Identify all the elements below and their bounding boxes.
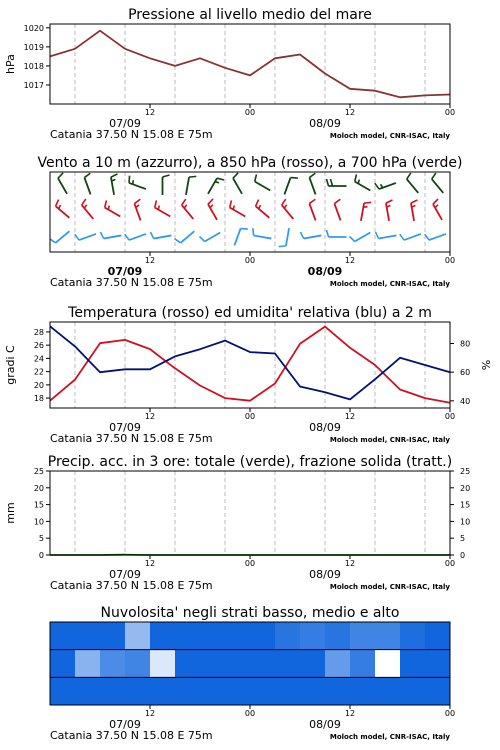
barb-feather <box>56 200 59 207</box>
cloud-cell-medio <box>400 650 426 678</box>
location-label: Catania 37.50 N 15.08 E 75m <box>50 276 213 289</box>
barb-feather <box>58 173 63 178</box>
barb-shaft <box>284 178 290 195</box>
date-label: 08/09 <box>309 421 341 434</box>
cloud-cell-alto <box>175 622 201 650</box>
cloud-cell-basso <box>250 677 276 705</box>
cloud-cell-alto <box>200 622 226 650</box>
barb-shaft <box>104 235 122 238</box>
location-label: Catania 37.50 N 15.08 E 75m <box>50 432 213 445</box>
barb-feather <box>400 234 404 240</box>
panel-title: Vento a 10 m (azzurro), a 850 hPa (rosso), a 700 hPa (verde) <box>37 155 463 171</box>
barb-feather <box>255 174 257 181</box>
barb-half-feather <box>59 205 61 209</box>
barb-feather <box>327 179 329 186</box>
credit-label: Moloch model, CNR-ISAC, Italy <box>329 436 450 444</box>
wind-barb-10m <box>199 233 220 242</box>
barb-shaft <box>429 234 446 240</box>
wind-barb-10m <box>300 232 321 239</box>
y-tick-label-right: 10 <box>460 517 471 527</box>
y-tick-label: 10 <box>33 517 44 527</box>
barb-shaft <box>256 206 270 218</box>
panel-title: Temperatura (rosso) ed umidita' relativa (blu) a 2 m <box>68 305 432 321</box>
panel-title: Precip. acc. in 3 ore: totale (verde), frazione solida (tratt.) <box>47 454 453 470</box>
barb-shaft <box>254 235 272 238</box>
cloud-cell-alto <box>350 622 376 650</box>
cloud-cell-medio <box>175 650 201 678</box>
barb-feather <box>331 179 333 186</box>
barb-feather <box>279 246 286 247</box>
wind-barb-850 <box>334 199 340 220</box>
y-axis-label: % <box>480 359 493 371</box>
wind-barb-10m <box>125 234 146 240</box>
barb-feather <box>309 199 315 203</box>
cloud-cell-medio <box>200 650 226 678</box>
barb-half-feather <box>358 180 359 184</box>
wind-barb-850 <box>155 200 171 216</box>
cloud-cell-alto <box>75 622 101 650</box>
barb-shaft <box>379 235 397 238</box>
barb-shaft <box>58 178 67 194</box>
barb-half-feather <box>380 184 382 187</box>
cloud-cell-medio <box>425 650 451 678</box>
wind-barb-850 <box>182 199 194 219</box>
barb-shaft <box>79 234 96 240</box>
cloud-cell-basso <box>100 677 126 705</box>
barb-feather <box>217 178 224 180</box>
barb-shaft <box>105 208 121 217</box>
barb-shaft <box>230 208 246 217</box>
cloud-cell-alto <box>225 622 251 650</box>
x-tick-label: 00 <box>444 559 456 568</box>
barb-feather <box>189 176 196 177</box>
wind-barb-10m <box>279 228 289 246</box>
credit-label: Moloch model, CNR-ISAC, Italy <box>329 280 450 288</box>
barb-half-feather <box>108 206 109 210</box>
x-tick-label: 12 <box>344 709 356 718</box>
barb-half-feather <box>84 205 86 208</box>
barb-half-feather <box>158 206 159 210</box>
location-label: Catania 37.50 N 15.08 E 75m <box>50 128 213 141</box>
barb-shaft <box>404 234 421 240</box>
barb-feather <box>411 200 418 203</box>
wind-barb-700 <box>111 174 118 195</box>
cloud-cell-basso <box>150 677 176 705</box>
panel-border <box>50 172 450 252</box>
cloud-cell-basso <box>175 677 201 705</box>
cloud-cell-medio <box>50 650 76 678</box>
y-tick-label: 28 <box>33 327 44 337</box>
date-label: 07/09 <box>109 117 141 130</box>
x-tick-label: 12 <box>344 108 356 117</box>
barb-feather <box>300 232 303 239</box>
x-tick-label: 00 <box>244 559 256 568</box>
barb-shaft <box>129 183 146 189</box>
barb-shaft <box>432 179 444 193</box>
wind-barb-10m <box>50 231 70 243</box>
barb-feather <box>256 200 259 207</box>
y-tick-label: 1020 <box>23 23 44 33</box>
x-tick-label: 00 <box>444 108 456 117</box>
x-tick-label: 12 <box>344 256 356 265</box>
cloud-cell-basso <box>200 677 226 705</box>
barb-feather <box>386 200 393 203</box>
cloud-cell-basso <box>50 677 76 705</box>
y-tick-label: 0 <box>38 551 44 560</box>
wind-barb-850 <box>386 200 393 221</box>
barb-shaft <box>433 204 442 220</box>
date-label: 08/09 <box>307 265 343 278</box>
y-tick-label: 1018 <box>23 61 44 71</box>
wind-barb-700 <box>186 176 196 194</box>
location-label: Catania 37.50 N 15.08 E 75m <box>50 729 213 742</box>
x-tick-label: 00 <box>244 108 256 117</box>
y-tick-label: 5 <box>38 534 44 544</box>
cloud-cell-medio <box>100 650 126 678</box>
wind-barb-10m <box>400 234 421 240</box>
humidity-line <box>50 326 450 399</box>
barb-shaft <box>208 204 217 220</box>
y-tick-label: 1017 <box>23 80 44 90</box>
cloud-cell-basso <box>425 677 451 705</box>
cloud-cell-medio <box>300 650 326 678</box>
location-label: Catania 37.50 N 15.08 E 75m <box>50 579 213 592</box>
barb-feather <box>433 199 438 204</box>
cloud-cell-alto <box>300 622 326 650</box>
wind-barb-850 <box>256 200 270 218</box>
cloud-cell-alto <box>50 622 76 650</box>
wind-barb-850 <box>230 200 246 216</box>
cloud-cell-alto <box>250 622 276 650</box>
barb-shaft <box>309 204 315 221</box>
cloud-cell-basso <box>75 677 101 705</box>
barb-feather <box>309 173 315 177</box>
wind-barb-850 <box>411 200 418 221</box>
barb-feather <box>208 199 213 204</box>
temperature-line <box>50 327 450 403</box>
cloud-cell-basso <box>350 677 376 705</box>
cloud-cell-medio <box>150 650 176 678</box>
x-tick-label: 12 <box>144 709 156 718</box>
panel-1 <box>4 7 455 141</box>
cloud-cell-alto <box>400 622 426 650</box>
wind-barb-700 <box>129 176 146 189</box>
y-tick-label-right: 20 <box>460 483 471 493</box>
cloud-cell-basso <box>275 677 301 705</box>
barb-shaft <box>282 205 294 219</box>
y-tick-label: 20 <box>33 483 44 493</box>
y-tick-label-right: 40 <box>460 396 471 406</box>
cloud-cell-medio <box>125 650 151 678</box>
x-tick-label: 12 <box>344 412 356 421</box>
barb-feather <box>105 200 107 207</box>
cloud-cell-alto <box>125 622 151 650</box>
wind-barb-850 <box>56 200 70 218</box>
cloud-cell-medio <box>375 650 401 678</box>
panel-border <box>50 24 450 104</box>
barb-feather <box>327 230 329 237</box>
barb-feather <box>375 232 378 239</box>
y-axis-label: hPa <box>4 54 17 74</box>
cloud-cell-medio <box>350 650 376 678</box>
barb-feather <box>150 232 153 239</box>
barb-shaft <box>233 178 242 194</box>
panel-title: Nuvolosita' negli strati basso, medio e alto <box>100 605 400 621</box>
barb-half-feather <box>210 205 213 208</box>
barb-feather <box>111 174 118 177</box>
x-tick-label: 12 <box>344 559 356 568</box>
barb-half-feather <box>259 205 261 209</box>
barb-shaft <box>181 231 195 243</box>
date-label: 07/09 <box>109 421 141 434</box>
barb-shaft <box>286 228 289 246</box>
barb-feather <box>233 173 238 178</box>
barb-half-feather <box>184 205 186 208</box>
wind-barb-700 <box>327 179 347 186</box>
date-label: 07/09 <box>109 718 141 731</box>
barb-feather <box>282 199 286 205</box>
barb-feather <box>134 199 140 203</box>
y-tick-label-right: 15 <box>460 500 471 510</box>
barb-shaft <box>255 182 271 191</box>
wind-barb-850 <box>361 202 371 220</box>
barb-half-feather <box>233 206 234 210</box>
barb-feather <box>82 199 86 205</box>
panel-4 <box>4 454 470 592</box>
cloud-cell-alto <box>100 622 126 650</box>
y-tick-label: 20 <box>33 380 44 390</box>
barb-shaft <box>56 206 70 218</box>
barb-feather <box>253 228 254 235</box>
y-tick-label-right: 0 <box>460 551 466 560</box>
wind-barb-700 <box>432 173 444 193</box>
barb-shaft <box>304 235 322 238</box>
date-label: 08/09 <box>309 718 341 731</box>
panel-border <box>50 322 450 408</box>
wind-barb-700 <box>407 173 419 193</box>
barb-shaft <box>309 178 315 195</box>
barb-shaft <box>186 177 189 195</box>
y-tick-label-right: 60 <box>460 368 471 378</box>
y-axis-label: mm <box>4 502 17 524</box>
wind-barb-10m <box>375 232 396 239</box>
y-tick-label-right: 80 <box>460 339 471 349</box>
barb-shaft <box>56 231 70 243</box>
wind-barb-850 <box>282 199 294 219</box>
x-tick-label: 00 <box>444 709 456 718</box>
barb-feather <box>291 178 298 179</box>
date-label: 07/09 <box>107 265 143 278</box>
barb-feather <box>407 173 411 179</box>
barb-shaft <box>355 233 371 242</box>
cloud-cell-basso <box>375 677 401 705</box>
cloud-cell-basso <box>325 677 351 705</box>
wind-barb-700 <box>84 173 90 194</box>
barb-shaft <box>129 234 146 240</box>
barb-shaft <box>407 179 419 193</box>
wind-barb-700 <box>375 183 396 189</box>
barb-feather <box>155 200 157 207</box>
barb-shaft <box>154 235 172 238</box>
wind-barb-700 <box>284 178 297 195</box>
y-axis-label: gradi C <box>4 345 17 385</box>
wind-barb-850 <box>208 199 217 220</box>
barb-feather <box>364 202 371 203</box>
credit-label: Moloch model, CNR-ISAC, Italy <box>329 132 450 140</box>
wind-barb-10m <box>100 232 121 239</box>
barb-feather <box>182 199 186 205</box>
barb-shaft <box>234 229 240 246</box>
wind-barb-10m <box>425 234 446 240</box>
barb-feather <box>230 200 232 207</box>
wind-barb-10m <box>175 231 195 243</box>
wind-barb-700 <box>208 178 224 194</box>
wind-barb-10m <box>253 228 271 238</box>
wind-barb-700 <box>233 173 242 194</box>
barb-half-feather <box>435 205 438 208</box>
y-tick-label: 1019 <box>23 42 44 52</box>
y-tick-label: 22 <box>33 367 44 377</box>
barb-half-feather <box>215 182 219 183</box>
barb-shaft <box>205 233 221 242</box>
wind-barb-850 <box>433 199 442 220</box>
barb-feather <box>163 175 170 177</box>
wind-barb-10m <box>349 233 370 242</box>
y-tick-label: 15 <box>33 500 44 510</box>
barb-feather <box>349 236 354 241</box>
barb-shaft <box>208 178 217 194</box>
cloud-cell-medio <box>225 650 251 678</box>
x-tick-label: 00 <box>444 412 456 421</box>
wind-barb-700 <box>355 174 371 190</box>
barb-feather <box>100 232 103 239</box>
cloud-cell-medio <box>275 650 301 678</box>
y-tick-label: 24 <box>33 354 44 364</box>
date-label: 07/09 <box>109 568 141 581</box>
barb-feather <box>432 173 436 179</box>
y-tick-label: 26 <box>33 341 44 351</box>
wind-barb-850 <box>82 199 94 219</box>
barb-feather <box>129 176 130 183</box>
wind-barb-700 <box>163 175 170 195</box>
panel-title: Pressione al livello medio del mare <box>128 7 372 23</box>
panel-2 <box>37 155 462 289</box>
wind-barb-10m <box>75 234 96 240</box>
wind-barb-850 <box>134 199 140 220</box>
credit-label: Moloch model, CNR-ISAC, Italy <box>329 583 450 591</box>
x-tick-label: 12 <box>144 559 156 568</box>
wind-barb-10m <box>150 232 171 239</box>
wind-barb-700 <box>255 174 271 190</box>
wind-barb-700 <box>309 173 315 194</box>
cloud-cell-basso <box>300 677 326 705</box>
date-label: 08/09 <box>309 568 341 581</box>
y-tick-label-right: 25 <box>460 467 471 476</box>
barb-feather <box>334 199 340 203</box>
panel-border <box>50 471 450 555</box>
barb-feather <box>199 236 204 241</box>
y-tick-label-right: 5 <box>460 534 466 544</box>
x-tick-label: 12 <box>144 412 156 421</box>
x-tick-label: 12 <box>144 108 156 117</box>
barb-feather <box>241 229 248 230</box>
pressure-line <box>50 31 450 98</box>
x-tick-label: 00 <box>244 412 256 421</box>
barb-feather <box>355 174 357 181</box>
x-tick-label: 00 <box>444 256 456 265</box>
barb-shaft <box>355 182 371 191</box>
x-tick-label: 00 <box>244 709 256 718</box>
barb-half-feather <box>136 205 139 207</box>
cloud-cell-medio <box>250 650 276 678</box>
cloud-cell-alto <box>375 622 401 650</box>
wind-barb-850 <box>105 200 121 216</box>
cloud-cell-basso <box>400 677 426 705</box>
x-tick-label: 12 <box>144 256 156 265</box>
barb-shaft <box>155 208 171 217</box>
panel-5 <box>50 605 455 742</box>
cloud-cell-alto <box>325 622 351 650</box>
cloud-cell-medio <box>325 650 351 678</box>
barb-half-feather <box>284 205 286 208</box>
barb-shaft <box>182 205 194 219</box>
barb-shaft <box>334 204 340 221</box>
cloud-cell-alto <box>150 622 176 650</box>
barb-feather <box>84 173 90 177</box>
cloud-cell-basso <box>125 677 151 705</box>
cloud-cell-basso <box>225 677 251 705</box>
cloud-cell-alto <box>275 622 301 650</box>
barb-shaft <box>361 203 364 221</box>
wind-barb-10m <box>234 229 247 246</box>
wind-barb-10m <box>327 230 347 237</box>
y-tick-label: 25 <box>33 467 44 476</box>
barb-shaft <box>84 178 90 195</box>
credit-label: Moloch model, CNR-ISAC, Italy <box>329 733 450 741</box>
wind-barb-850 <box>309 199 315 220</box>
y-tick-label: 18 <box>33 394 44 404</box>
date-label: 08/09 <box>309 117 341 130</box>
x-tick-label: 00 <box>244 256 256 265</box>
barb-shaft <box>82 205 94 219</box>
cloud-cell-medio <box>75 650 101 678</box>
wind-barb-700 <box>58 173 67 194</box>
cloud-cell-alto <box>425 622 451 650</box>
panel-3 <box>4 305 493 445</box>
